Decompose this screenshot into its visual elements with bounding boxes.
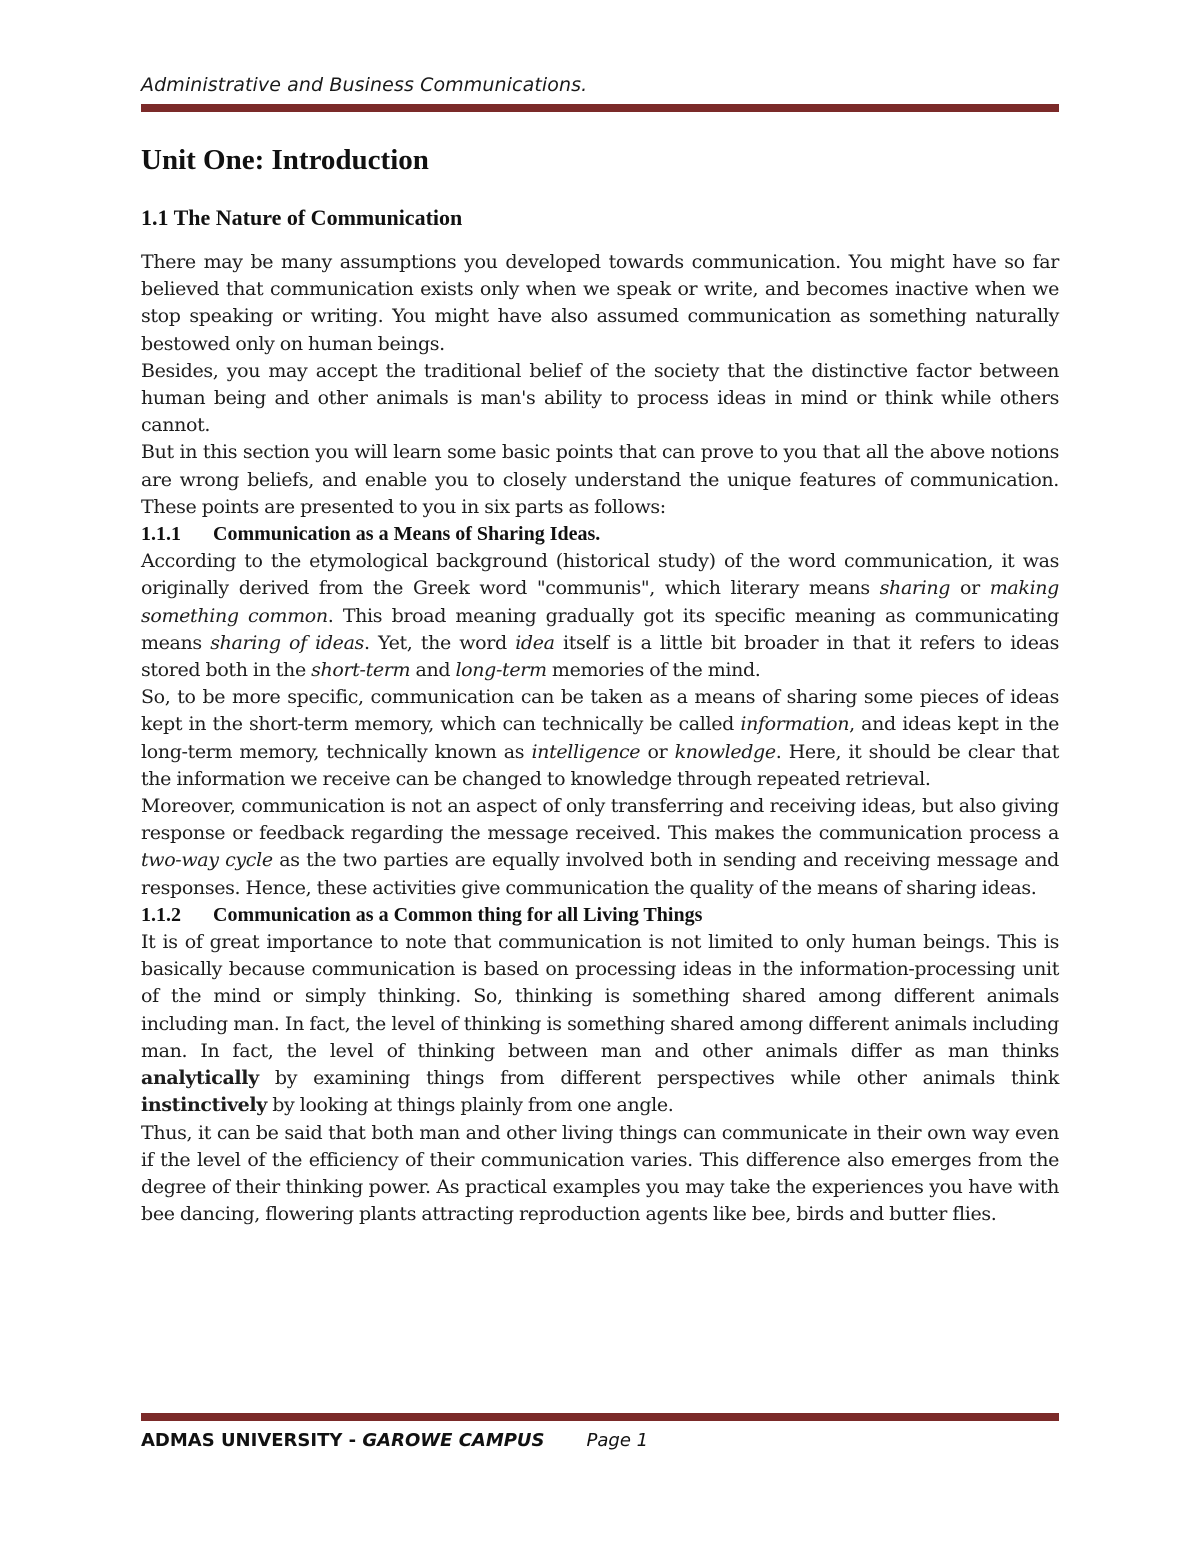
subsection-number: 1.1.1 xyxy=(141,523,181,546)
document-page xyxy=(141,0,1059,1553)
subsection-title: Communication as a Common thing for all Living Things xyxy=(213,903,703,926)
subsection-heading-1-1-1 xyxy=(141,521,1059,548)
footer-campus: GAROWE CAMPUS xyxy=(362,1430,545,1451)
sub2-paragraph-1: It is of great importance to note that communication is not limited to only human beings. This is basically because communication is based on processing ideas in the information-processing unit of the mind or simply thinking. So, thinking is something shared among different animals including man. In fact, the level of thinking is something shared among different animals including man. In fact, the level of thinking between man and other animals differ as man thinks analytically by examining things from different perspectives while other animals think instinctively by looking at things plainly from one angle. xyxy=(141,931,1059,1117)
subsection-heading-1-1-2 xyxy=(141,902,1059,929)
footer-rule xyxy=(141,1413,1059,1421)
page-content xyxy=(141,140,1059,1228)
header-rule xyxy=(141,104,1059,112)
footer-university: ADMAS UNIVERSITY xyxy=(141,1430,343,1451)
footer-separator: - xyxy=(342,1430,363,1451)
sub1-paragraph-2: So, to be more specific, communication can be taken as a means of sharing some pieces of ideas kept in the short-term memory, which can technically be called information, and ideas kept in the long-term memory, technically known as intelligence or knowledge. Here, it should be clear that the information we receive can be changed to knowledge through repeated retrieval. xyxy=(141,686,1060,790)
section-heading: 1.1 The Nature of Communication xyxy=(141,205,463,230)
sub1-paragraph-1: According to the etymological background (historical study) of the word communication, it was originally derived from the Greek word "communis", which literary means sharing or making something common. This broad meaning gradually got its specific meaning as communicating means sharing of ideas. Yet, the word idea itself is a little bit broader in that it refers to ideas stored both in the short-term and long-term memories of the mind. xyxy=(141,550,1060,682)
running-header: Administrative and Business Communications. xyxy=(141,74,588,96)
sub1-paragraph-3: Moreover, communication is not an aspect of only transferring and receiving ideas, but also giving response or feedback regarding the message received. This makes the communication process a two-way cycle as the two parties are equally involved both in sending and receiving message and responses. Hence, these activities give communication the quality of the means of sharing ideas. xyxy=(141,795,1059,899)
subsection-title: Communication as a Means of Sharing Ideas. xyxy=(213,523,601,546)
intro-paragraph-2: Besides, you may accept the traditional belief of the society that the distinctive factor between human being and other animals is man's ability to process ideas in mind or think while others cannot. xyxy=(141,359,1059,437)
intro-paragraph-3: But in this section you will learn some basic points that can prove to you that all the above notions are wrong beliefs, and enable you to closely understand the unique features of communication. These points are presented to you in six parts as follows: xyxy=(141,441,1059,518)
page-footer xyxy=(141,1430,648,1451)
sub2-paragraph-2: Thus, it can be said that both man and other living things can communicate in their own way even if the level of the efficiency of their communication varies. This difference also emerges from the degree of their thinking power. As practical examples you may take the experiences you have with bee dancing, flowering plants attracting reproduction agents like bee, birds and butter flies. xyxy=(141,1121,1059,1226)
subsection-number: 1.1.2 xyxy=(141,903,181,926)
intro-paragraph-1: There may be many assumptions you developed towards communication. You might have so far believed that communication exists only when we speak or write, and becomes inactive when we stop speaking or writing. You might have also assumed communication as something naturally bestowed only on human beings. xyxy=(141,251,1059,355)
unit-title: Unit One: Introduction xyxy=(141,144,429,176)
page-number: Page 1 xyxy=(586,1430,649,1451)
